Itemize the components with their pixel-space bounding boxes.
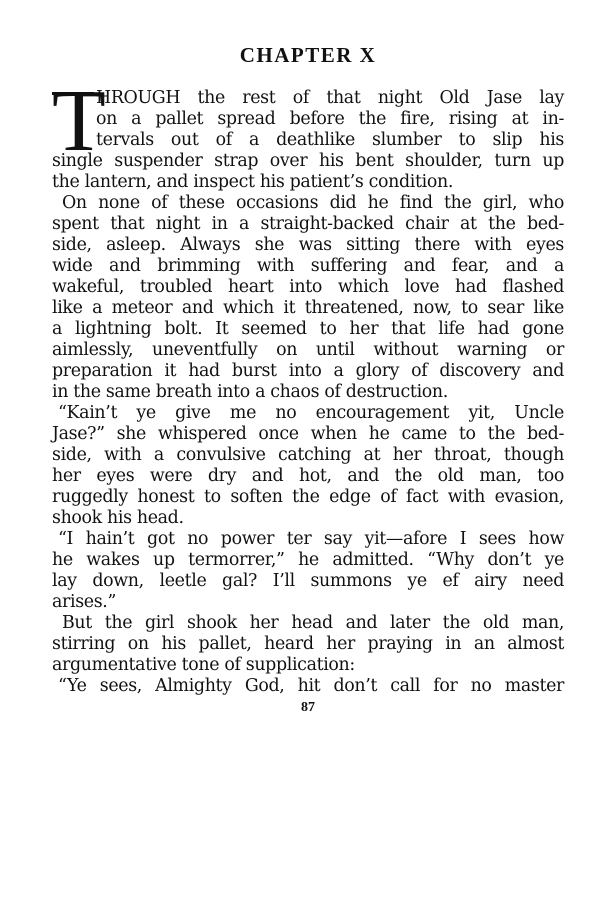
text-line: “Kain’t ye give me no encouragement yit, Uncle bbox=[58, 403, 564, 423]
text-line: single suspender strap over his bent shoulder, turn up bbox=[52, 151, 564, 171]
text-line: Jase?” she whispered once when he came to the bed- bbox=[52, 424, 564, 444]
text-line: lay down, leetle gal? I’ll summons ye ef airy need bbox=[52, 571, 564, 591]
text-line: arises.” bbox=[52, 592, 117, 612]
text-line: side, asleep. Always she was sitting there with eyes bbox=[52, 235, 564, 255]
text-line: aimlessly, uneventfully on until without warning or bbox=[52, 340, 564, 360]
text-line: preparation it had burst into a glory of discovery and bbox=[52, 361, 564, 381]
text-line: stirring on his pallet, heard her praying in an almost bbox=[52, 634, 564, 654]
text-line: side, with a convulsive catching at her throat, though bbox=[52, 445, 564, 465]
text-line: tervals out of a deathlike slumber to slip his bbox=[96, 130, 564, 150]
text-line: argumentative tone of supplication: bbox=[52, 655, 355, 675]
chapter-title: CHAPTER X bbox=[239, 43, 377, 67]
text-line: “I hain’t got no power ter say yit—afore I sees how bbox=[58, 529, 564, 549]
text-line: a lightning bolt. It seemed to her that life had gone bbox=[52, 319, 564, 339]
text-line: On none of these occasions did he find the girl, who bbox=[62, 193, 564, 213]
page-number: 87 bbox=[301, 700, 315, 715]
text-line: he wakes up termorrer,” he admitted. “Why don’t ye bbox=[52, 550, 564, 570]
text-line: like a meteor and which it threatened, now, to sear like bbox=[52, 298, 564, 318]
text-line: ruggedly honest to soften the edge of fact with evasion, bbox=[52, 487, 564, 507]
text-line: But the girl shook her head and later the old man, bbox=[62, 613, 564, 633]
text-line: wide and brimming with suffering and fear, and a bbox=[52, 256, 564, 276]
text-line: in the same breath into a chaos of destruction. bbox=[52, 382, 448, 402]
text-line: “Ye sees, Almighty God, hit don’t call for no master bbox=[58, 676, 564, 696]
text-line: on a pallet spread before the fire, rising at in- bbox=[96, 109, 564, 129]
text-line: her eyes were dry and hot, and the old man, too bbox=[52, 466, 564, 486]
drop-cap: T bbox=[52, 73, 106, 170]
text-line: wakeful, troubled heart into which love had flashed bbox=[52, 277, 564, 297]
text-line: HROUGH the rest of that night Old Jase lay bbox=[96, 88, 564, 108]
text-line: spent that night in a straight-backed chair at the bed- bbox=[52, 214, 564, 234]
text-line: the lantern, and inspect his patient’s condition. bbox=[52, 172, 454, 192]
text-line: shook his head. bbox=[52, 508, 184, 528]
